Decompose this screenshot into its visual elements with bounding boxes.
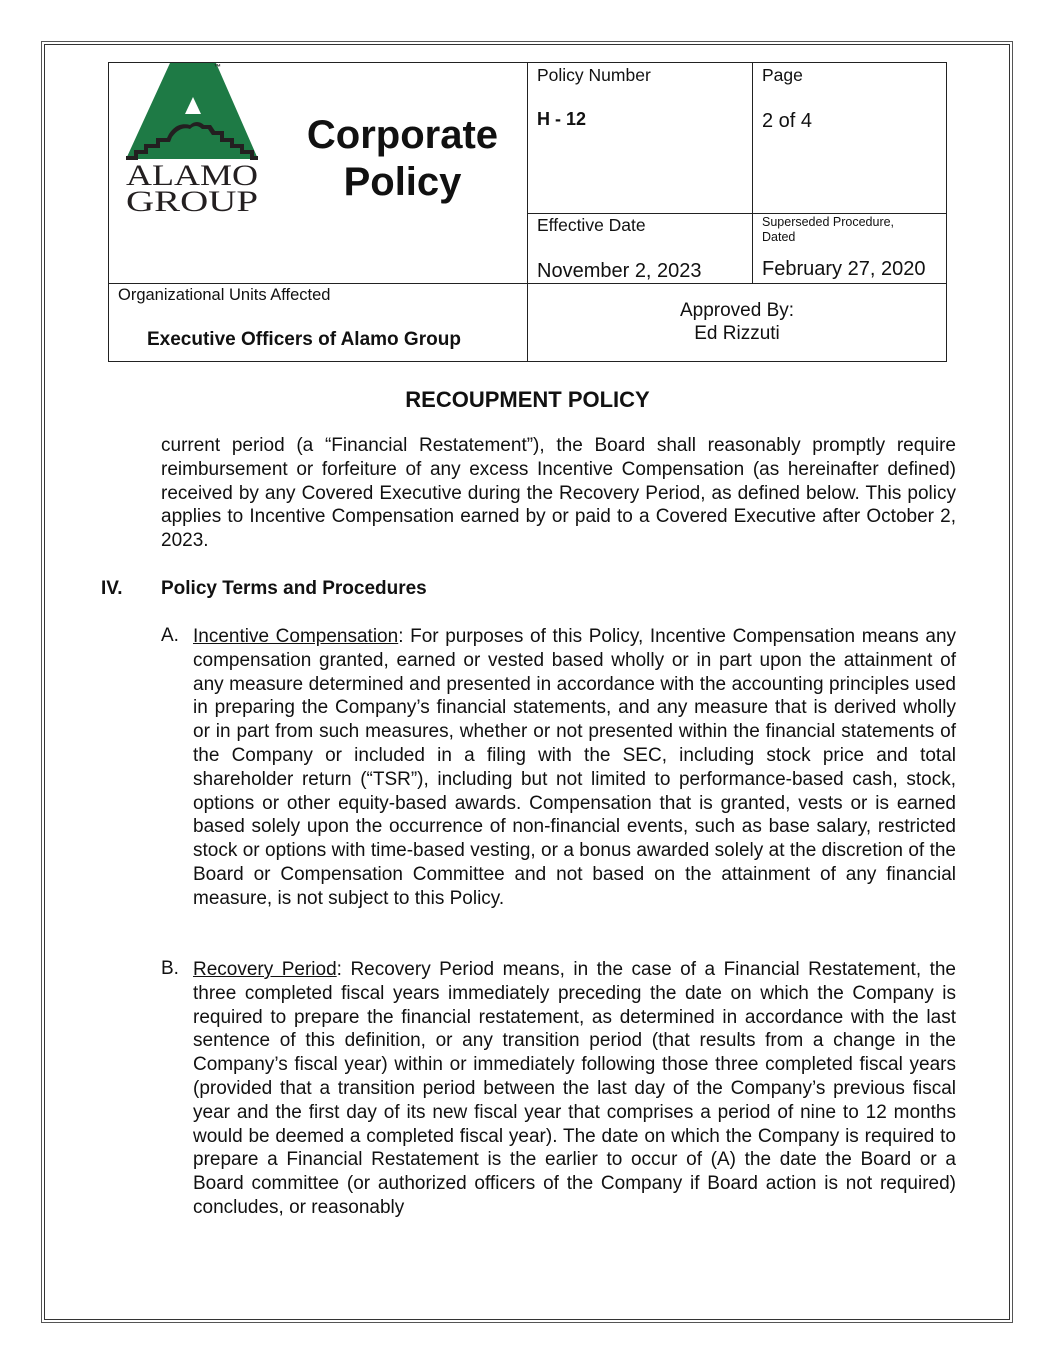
section-number: IV. (101, 578, 123, 599)
item-recovery-period (193, 958, 956, 1220)
superseded-label: Superseded Procedure, Dated (762, 215, 895, 244)
alamo-group-logo (124, 63, 260, 213)
superseded-date-value: February 27, 2020 (762, 258, 926, 280)
item-b-text: : Recovery Period means, in the case of a Financial Restatement, the three completed fiscal years immediately preceding the date on which the Company is required to prepare the financial restatement, as determined in accordance with the last sentence of this definition, or any transition period (that results from a change in the Company’s fiscal year) within or immediately following those three completed fiscal years (provided that a transition period between the last day of the Company’s previous fiscal year and the first day of its new fiscal year that comprises a period of nine to 12 months would be deemed a completed fiscal year). The date on which the Company is required to prepare a Financial Restatement is the earlier to occur of (A) the date the Board or a Board committee (or authorized officers of the Company if Board action is not required) concludes, or reasonably (193, 959, 956, 1218)
title-line-1: Corporate (306, 113, 499, 157)
effective-date-label: Effective Date (537, 215, 646, 235)
corporate-policy-title (300, 112, 505, 206)
item-letter-a: A. (161, 625, 179, 646)
svg-text:GROUP: GROUP (126, 185, 258, 213)
svg-text:™: ™ (214, 64, 221, 71)
org-units-label: Organizational Units Affected (118, 286, 331, 304)
term-recovery-period: Recovery Period (193, 959, 337, 980)
title-line-2: Policy (343, 160, 462, 204)
item-a-text: : For purposes of this Policy, Incentive Compensation means any compensation granted, earned or vested based wholly or in part upon the attainment of any measure determined and presented in accordance with the accounting principles used in preparing the Company’s financial statements, and any measure that is derived wholly or in part from such measures, whether or not presented within the financial statements of the Company or included in a filing with the SEC, including stock price and total shareholder return (“TSR”), including but not limited to performance-based cash, stock, options or other equity-based awards. Compensation that is granted, vests or is earned based solely upon the occurrence of non-financial events, such as base salary, restricted stock or options with time-based vesting, or a bonus awarded solely at the discretion of the Board or Compensation Committee and not based on the attainment of any financial measure, is not subject to this Policy. (193, 626, 957, 909)
section-title: Policy Terms and Procedures (161, 578, 427, 599)
item-letter-b: B. (161, 958, 179, 979)
document-title: RECOUPMENT POLICY (405, 387, 650, 412)
table-divider (527, 213, 947, 214)
policy-number-value: H - 12 (537, 109, 587, 129)
table-divider (108, 283, 947, 284)
table-divider (752, 62, 753, 283)
item-incentive-compensation (193, 625, 956, 911)
page-label: Page (762, 65, 803, 85)
org-units-value: Executive Officers of Alamo Group (147, 329, 461, 350)
svg-text:ALAMO: ALAMO (126, 159, 258, 192)
policy-number-label: Policy Number (537, 65, 651, 85)
approved-by-value: Ed Rizzuti (694, 323, 780, 344)
intro-paragraph: current period (a “Financial Restatement”), the Board shall reasonably promptly require reimbursement or forfeiture of any excess Incentive Compensation (as hereinafter defined) received by any Covered Executive during the Recovery Period, as defined below. This policy applies to Incentive Compensation earned by or paid to a Covered Executive after October 2, 2023. (161, 435, 956, 552)
term-incentive-compensation: Incentive Compensation (193, 626, 399, 647)
approved-by-label: Approved By: (679, 300, 795, 321)
effective-date-value: November 2, 2023 (537, 260, 702, 282)
alamo-logo-icon (124, 63, 260, 213)
page-value: 2 of 4 (762, 110, 813, 132)
